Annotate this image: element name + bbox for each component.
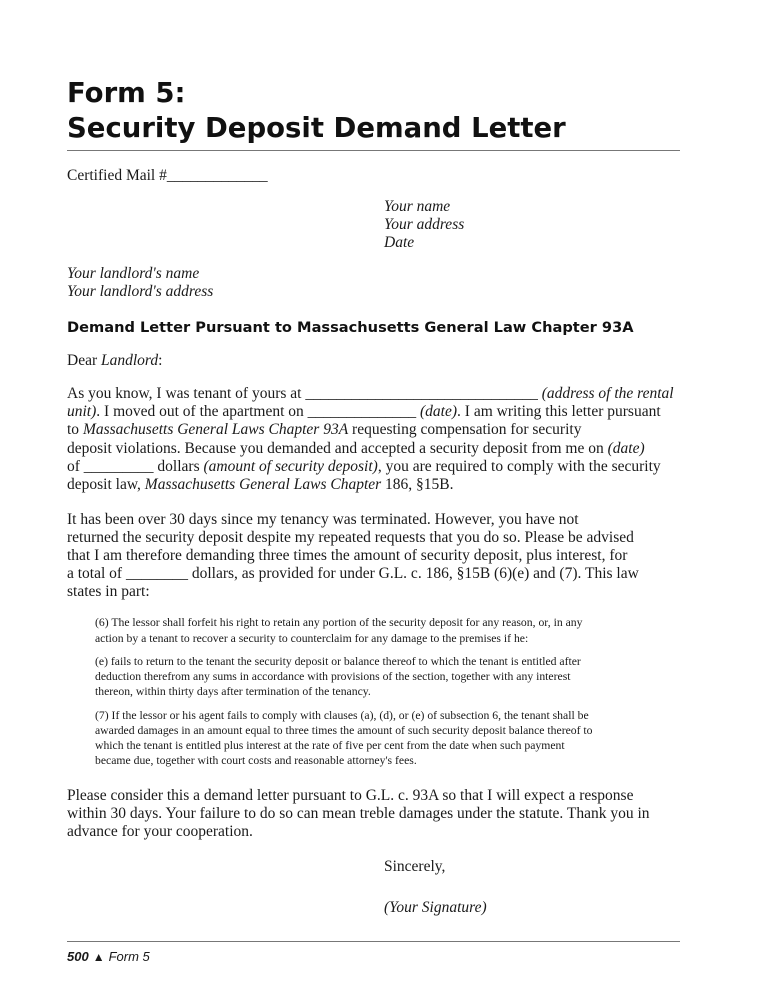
title-divider <box>67 150 680 151</box>
paragraph-line: deposit law, Massachusetts General Laws Chapter 186, §15B. <box>67 476 454 493</box>
quote-line: became due, together with court costs and reasonable attorney's fees. <box>95 754 417 767</box>
quote-line: (6) The lessor shall forfeit his right to retain any portion of the security deposit for any reason, or, in any <box>95 616 583 629</box>
quote-line: awarded damages in an amount equal to three times the amount of such security deposit balance thereof to <box>95 724 593 737</box>
salutation-prefix: Dear <box>67 352 101 369</box>
salutation-name: Landlord <box>101 352 159 369</box>
paragraph-line: to Massachusetts General Laws Chapter 93A requesting compensation for security <box>67 421 582 438</box>
triangle-marker-icon: ▲ <box>92 950 105 964</box>
quote-line: action by a tenant to recover a security to counterclaim for any damage to the premises if he: <box>95 632 529 645</box>
letter-subject: Demand Letter Pursuant to Massachusetts General Law Chapter 93A <box>67 319 634 336</box>
closing: Sincerely, <box>384 858 446 875</box>
footer-label: Form 5 <box>108 949 150 964</box>
landlord-name: Your landlord's name <box>67 265 200 282</box>
salutation <box>67 353 162 369</box>
quote-line: (7) If the lessor or his agent fails to comply with clauses (a), (d), or (e) of subsection 6, the tenant shall be <box>95 709 589 722</box>
paragraph-line: unit). I moved out of the apartment on ______________ (date). I am writing this letter pursuant <box>67 403 661 420</box>
paragraph-line: that I am therefore demanding three times the amount of security deposit, plus interest, for <box>67 547 628 564</box>
paragraph-line: states in part: <box>67 583 150 600</box>
quote-line: (e) fails to return to the tenant the security deposit or balance thereof to which the tenant is entitled after <box>95 655 581 668</box>
landlord-address: Your landlord's address <box>67 283 214 300</box>
quote-line: which the tenant is entitled plus interest at the rate of five per cent from the date when such payment <box>95 739 565 752</box>
paragraph-line: within 30 days. Your failure to do so can mean treble damages under the statute. Thank you in <box>67 805 650 822</box>
quote-line: deduction therefrom any sums in accordance with provisions of the section, together with any interest <box>95 670 571 683</box>
page-number: 500 <box>67 949 89 964</box>
page-footer <box>67 949 150 964</box>
paragraph-line: It has been over 30 days since my tenancy was terminated. However, you have not <box>67 511 579 528</box>
form-title-heading: Security Deposit Demand Letter <box>67 112 566 144</box>
form-number-heading: Form 5: <box>67 77 186 109</box>
paragraph-line: deposit violations. Because you demanded and accepted a security deposit from me on (date) <box>67 440 645 457</box>
certified-mail-line: Certified Mail #_____________ <box>67 167 268 184</box>
paragraph-line: advance for your cooperation. <box>67 823 253 840</box>
paragraph-line: Please consider this a demand letter pursuant to G.L. c. 93A so that I will expect a response <box>67 787 634 804</box>
letter-date: Date <box>384 234 415 251</box>
paragraph-line: of _________ dollars (amount of security deposit), you are required to comply with the security <box>67 458 661 475</box>
signature-placeholder: (Your Signature) <box>384 899 487 916</box>
footer-divider <box>67 941 680 942</box>
paragraph-line: a total of ________ dollars, as provided for under G.L. c. 186, §15B (6)(e) and (7). This law <box>67 565 639 582</box>
sender-address: Your address <box>384 216 465 233</box>
sender-name: Your name <box>384 198 451 215</box>
quote-line: thereon, within thirty days after termination of the tenancy. <box>95 685 371 698</box>
paragraph-line: returned the security deposit despite my repeated requests that you do so. Please be advised <box>67 529 634 546</box>
paragraph-line: As you know, I was tenant of yours at ______________________________ (address of the rental <box>67 385 674 402</box>
salutation-suffix: : <box>158 352 163 369</box>
